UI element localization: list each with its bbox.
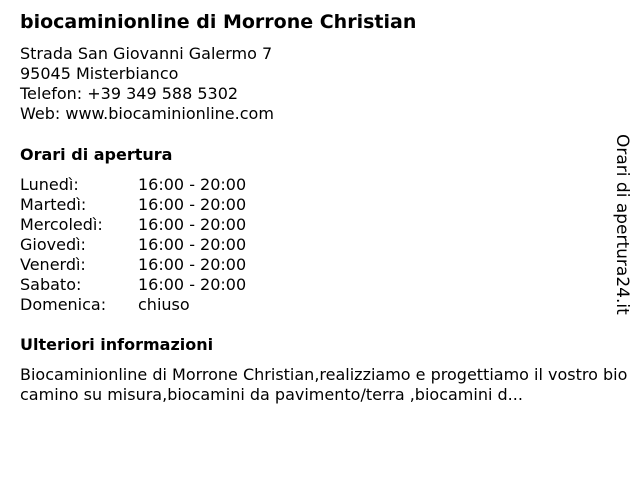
opening-hours-heading: Orari di apertura (20, 145, 173, 164)
hours-day: Sabato: (20, 275, 82, 294)
hours-row-sunday (20, 295, 246, 315)
hours-time: 16:00 - 20:00 (138, 195, 247, 214)
hours-day: Lunedì: (20, 175, 79, 194)
hours-row-friday (20, 255, 246, 275)
contact-block (20, 44, 274, 124)
hours-row-tuesday (20, 195, 246, 215)
hours-row-wednesday (20, 215, 246, 235)
business-name: biocaminionline di Morrone Christian (20, 11, 417, 33)
hours-time: 16:00 - 20:00 (138, 235, 247, 254)
additional-info-heading: Ulteriori informazioni (20, 335, 214, 354)
hours-time: 16:00 - 20:00 (138, 215, 247, 234)
hours-row-monday (20, 175, 246, 195)
business-description: Biocaminionline di Morrone Christian,realizziamo e progettiamo il vostro biocamino su misura,biocamini da pavimento/terra ,biocamini d... (20, 365, 628, 404)
hours-time: chiuso (138, 295, 190, 314)
address-line-1: Strada San Giovanni Galermo 7 (20, 44, 273, 63)
hours-time: 16:00 - 20:00 (138, 175, 247, 194)
hours-time: 16:00 - 20:00 (138, 275, 247, 294)
phone-number: Telefon: +39 349 588 5302 (20, 84, 239, 103)
hours-day: Venerdì: (20, 255, 86, 274)
website: Web: www.biocaminionline.com (20, 104, 274, 123)
opening-hours-table (20, 175, 246, 315)
hours-row-thursday (20, 235, 246, 255)
address-line-2: 95045 Misterbianco (20, 64, 179, 83)
site-watermark: Orari di apertura24.it (612, 134, 632, 315)
hours-day: Mercoledì: (20, 215, 103, 234)
hours-day: Martedì: (20, 195, 87, 214)
hours-time: 16:00 - 20:00 (138, 255, 247, 274)
hours-row-saturday (20, 275, 246, 295)
hours-day: Domenica: (20, 295, 107, 314)
hours-day: Giovedì: (20, 235, 86, 254)
